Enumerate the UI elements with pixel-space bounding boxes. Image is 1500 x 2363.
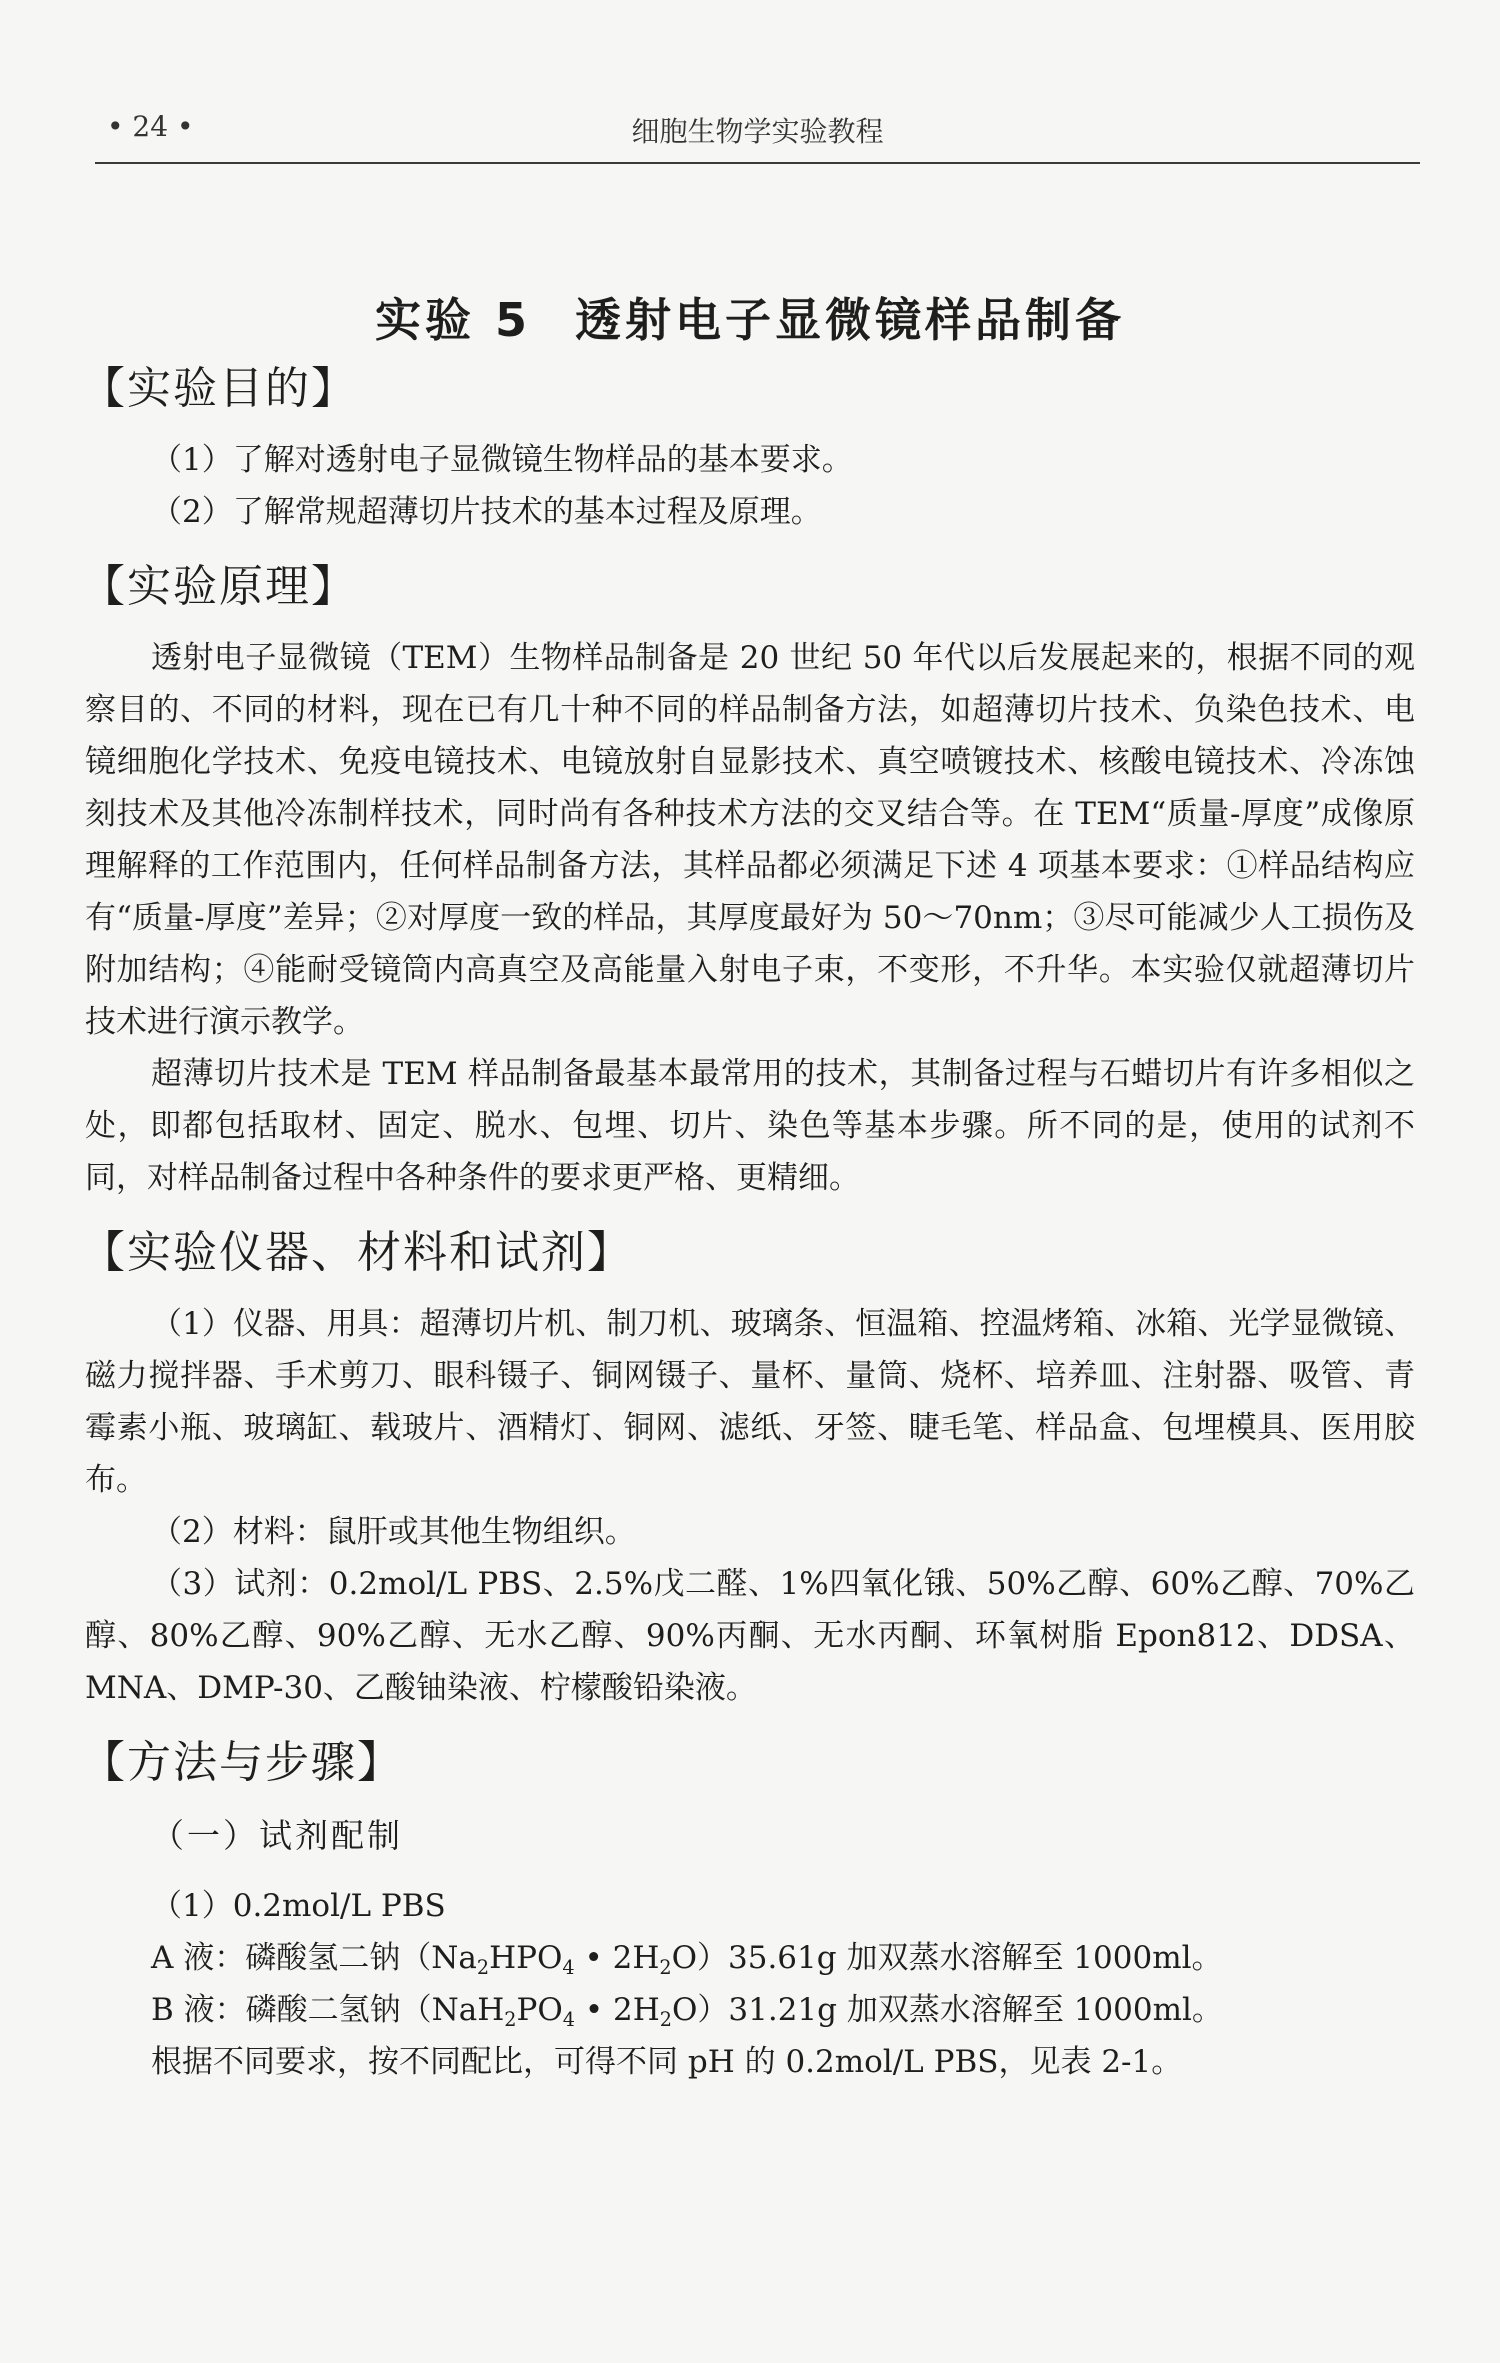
running-header bbox=[95, 100, 1420, 164]
section-heading-principle: 【实验原理】 bbox=[81, 561, 357, 612]
subheading-reagent-prep: （一）试剂配制 bbox=[151, 1816, 403, 1855]
book-title: 细胞生物学实验教程 bbox=[631, 115, 884, 148]
materials-item-instruments: （1）仪器、用具：超薄切片机、制刀机、玻璃条、恒温箱、控温烤箱、冰箱、光学显微镜、磁力搅拌器、手术剪刀、眼科镊子、铜网镊子、量杯、量筒、烧杯、培养皿、注射器、吸管、青霉素小瓶、玻璃缸、载玻片、酒精灯、铜网、滤纸、牙签、睫毛笔、样品盒、包埋模具、医用胶布。 bbox=[85, 1306, 1415, 1498]
experiment-number: 实验 5 bbox=[374, 293, 532, 347]
section-heading-materials: 【实验仪器、材料和试剂】 bbox=[81, 1227, 633, 1278]
materials-item-material: （2）材料：鼠肝或其他生物组织。 bbox=[151, 1514, 636, 1550]
purpose-item: （1）了解对透射电子显微镜生物样品的基本要求。 bbox=[151, 442, 853, 478]
page-content bbox=[81, 170, 1415, 2088]
principle-paragraph: 超薄切片技术是 TEM 样品制备最基本最常用的技术，其制备过程与石蜡切片有许多相似之处，即都包括取材、固定、脱水、包埋、切片、染色等基本步骤。所不同的是，使用的试剂不同，对样品制备过程中各种条件的要求更严格、更精细。 bbox=[85, 1056, 1415, 1196]
section-heading-purpose: 【实验目的】 bbox=[81, 363, 357, 414]
principle-paragraph: 透射电子显微镜（TEM）生物样品制备是 20 世纪 50 年代以后发展起来的，根据不同的观察目的、不同的材料，现在已有几十种不同的样品制备方法，如超薄切片技术、负染色技术、电镜细胞化学技术、免疫电镜技术、电镜放射自显影技术、真空喷镀技术、核酸电镜技术、冷冻蚀刻技术及其他冷冻制样技术，同时尚有各种技术方法的交叉结合等。在 TEM“质量-厚度”成像原理解释的工作范围内，任何样品制备方法，其样品都必须满足下述 4 项基本要求：①样品结构应有“质量-厚度”差异；②对厚度一致的样品，其厚度最好为 50～70nm；③尽可能减少人工损伤及附加结构；④能耐受镜筒内高真空及高能量入射电子束，不变形，不升华。本实验仅就超薄切片技术进行演示教学。 bbox=[85, 640, 1415, 1040]
experiment-title bbox=[85, 290, 1415, 350]
solution-a: A 液：磷酸氢二钠（$Na_2HPO_4$ • $2H_2O)35.61g$ 加双蒸水溶解至 1000ml。 bbox=[151, 1940, 1223, 1979]
section-heading-methods: 【方法与步骤】 bbox=[81, 1737, 403, 1788]
pbs-title: （1）0.2mol/L PBS bbox=[151, 1888, 446, 1924]
experiment-name: 透射电子显微镜样品制备 bbox=[575, 293, 1126, 347]
materials-item-reagents: （3）试剂：0.2mol/L PBS、2.5%戊二醛、1%四氧化锇、50%乙醇、60%乙醇、70%乙醇、80%乙醇、90%乙醇、无水乙醇、90%丙酮、无水丙酮、环氧树脂 Epon812、DDSA、MNA、DMP-30、乙酸铀染液、柠檬酸铅染液。 bbox=[85, 1566, 1415, 1706]
ph-note: 根据不同要求，按不同配比，可得不同 pH 的 0.2mol/L PBS，见表 2-1。 bbox=[151, 2044, 1183, 2080]
purpose-item: （2）了解常规超薄切片技术的基本过程及原理。 bbox=[151, 494, 822, 530]
solution-b: B 液：磷酸二氢钠（$NaH_2PO_4$ • $2H_2O)31.21g$ 加双蒸水溶解至 1000ml。 bbox=[151, 1992, 1223, 2031]
page-number: • 24 • bbox=[107, 110, 194, 143]
